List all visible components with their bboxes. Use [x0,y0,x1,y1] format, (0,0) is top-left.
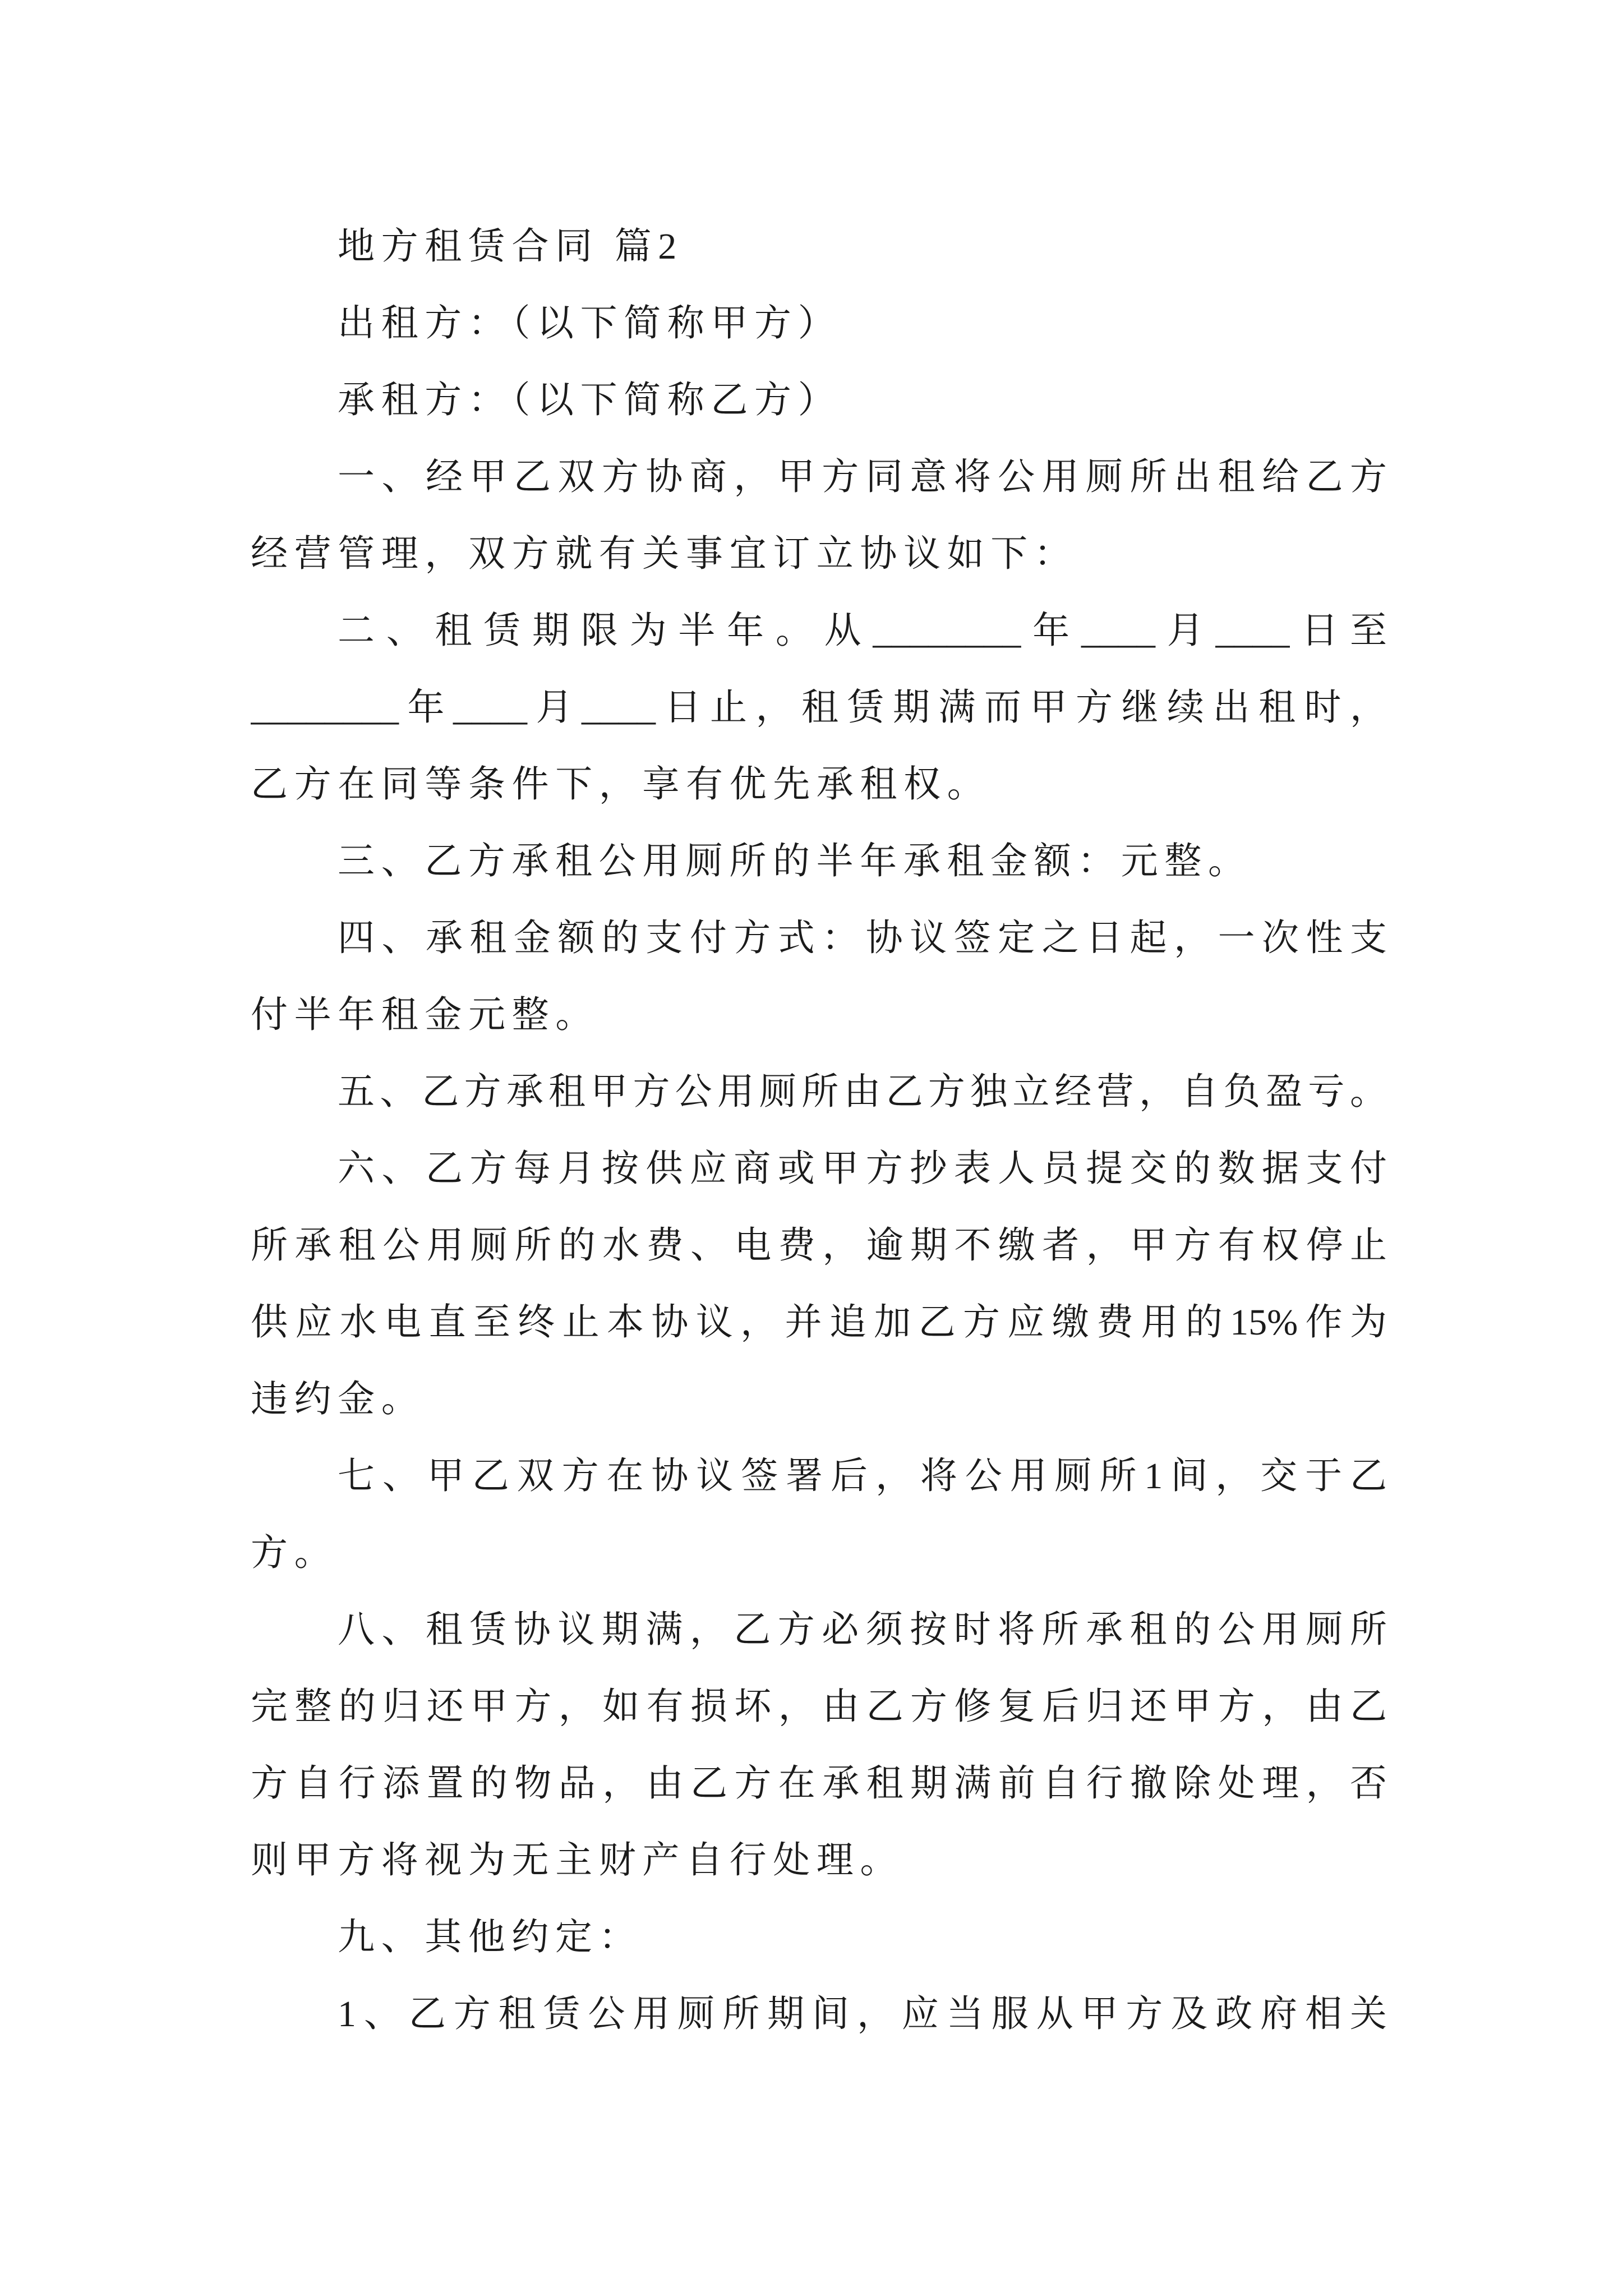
paragraph-line: 所承租公用厕所的水费、电费，逾期不缴者，甲方有权停止 [251,1225,1387,1266]
paragraph-line: 五、乙方承租甲方公用厕所由乙方独立经营，自负盈亏。 [338,1071,1387,1112]
paragraph-line: 四、承租金额的支付方式：协议签定之日起，一次性支 [338,918,1387,959]
paragraph-line: 二、租赁期限为半年。从________年____月____日至 [338,610,1387,651]
paragraph-line: ________年____月____日止，租赁期满而甲方继续出租时， [251,687,1387,728]
clause-4 [251,900,1387,1053]
clause-8 [251,1591,1387,1899]
document-page [251,208,1387,2053]
paragraph-line: 方。 [251,1533,338,1573]
paragraph-line: 乙方在同等条件下，享有优先承租权。 [251,764,991,805]
paragraph-line: 地方租赁合同 篇2 [338,226,683,267]
clause-9 [251,1899,1387,1976]
lessor-line [251,285,1387,362]
paragraph-line: 供应水电直至终止本协议，并追加乙方应缴费用的15%作为 [251,1302,1387,1343]
paragraph-line: 九、其他约定： [338,1917,643,1958]
paragraph-line: 三、乙方承租公用厕所的半年承租金额：元整。 [338,841,1252,882]
clause-2 [251,592,1387,823]
paragraph-line: 则甲方将视为无主财产自行处理。 [251,1840,903,1881]
paragraph-line: 八、租赁协议期满，乙方必须按时将所承租的公用厕所 [338,1609,1387,1650]
paragraph-line: 付半年租金元整。 [251,995,599,1036]
paragraph-line: 出租方：（以下简称甲方） [338,303,842,344]
paragraph-line: 一、经甲乙双方协商，甲方同意将公用厕所出租给乙方 [338,457,1387,498]
clause-6 [251,1130,1387,1438]
clause-7 [251,1438,1387,1591]
paragraph-line: 1、乙方租赁公用厕所期间，应当服从甲方及政府相关 [338,1994,1387,2035]
clause-1 [251,439,1387,592]
paragraph-line: 违约金。 [251,1379,425,1420]
paragraph-line: 完整的归还甲方，如有损坏，由乙方修复后归还甲方，由乙 [251,1686,1387,1727]
paragraph-line: 经营管理，双方就有关事宜订立协议如下： [251,533,1078,574]
clause-3 [251,823,1387,900]
paragraph-line: 方自行添置的物品，由乙方在承租期满前自行撤除处理，否 [251,1763,1387,1804]
clause-9-item-1 [251,1976,1387,2053]
lessee-line [251,362,1387,439]
paragraph-line: 七、甲乙双方在协议签署后，将公用厕所1间，交于乙 [338,1456,1387,1497]
paragraph-line: 承租方：（以下简称乙方） [338,380,842,421]
clause-5 [251,1053,1387,1130]
paragraph-line: 六、乙方每月按供应商或甲方抄表人员提交的数据支付 [338,1148,1387,1189]
document-title [251,208,1387,285]
